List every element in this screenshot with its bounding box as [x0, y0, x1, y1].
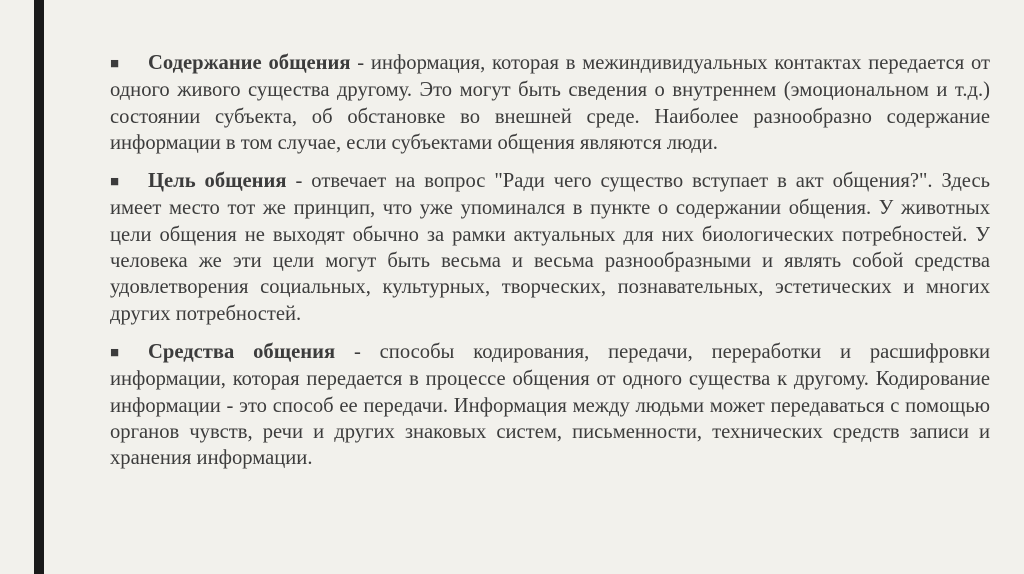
term-label: Средства общения — [148, 340, 336, 363]
square-bullet-icon: ■ — [110, 174, 120, 191]
term-label: Цель общения — [148, 170, 287, 193]
square-bullet-icon: ■ — [110, 344, 120, 361]
paragraph-goal-of-communication — [110, 168, 990, 327]
square-bullet-icon: ■ — [110, 56, 120, 72]
term-definition: - информация, которая в межиндивидуальных контактах передается от одного живого существа другому. Это могут быть сведения о внутреннем (эмоциональном и т.д.) состоянии субъекта, об обстановке во внешней среде. Наиболее разнообразно содержание информации в том случае, если субъектами общения являются люди. — [110, 52, 990, 154]
term-definition: - способы кодирования, передачи, переработки и расшифровки информации, которая передается в процессе общения от одного существа к другому. Кодирование информации - это способ ее передачи. Информация между людьми может передаваться с помощью органов чувств, речи и других знаковых систем, письменности, технических средств записи и хранения информации. — [110, 340, 990, 470]
term-label: Содержание общения — [148, 52, 351, 74]
term-definition: - отвечает на вопрос "Ради чего существо вступает в акт общения?". Здесь имеет место тот же принцип, что уже упоминался в пункте о содержании общения. У животных цели общения не выходят обычно за рамки актуальных для них биологических потребностей. У человека же эти цели могут быть весьма и весьма разнообразными и являть собой средства удовлетворения социальных, культурных, творческих, познавательных, эстетических и многих других потребностей. — [110, 170, 990, 325]
paragraph-content-of-communication — [110, 50, 990, 156]
slide-body — [110, 50, 990, 483]
paragraph-means-of-communication — [110, 339, 990, 471]
slide-left-margin — [0, 0, 34, 574]
slide-accent-bar — [34, 0, 44, 574]
